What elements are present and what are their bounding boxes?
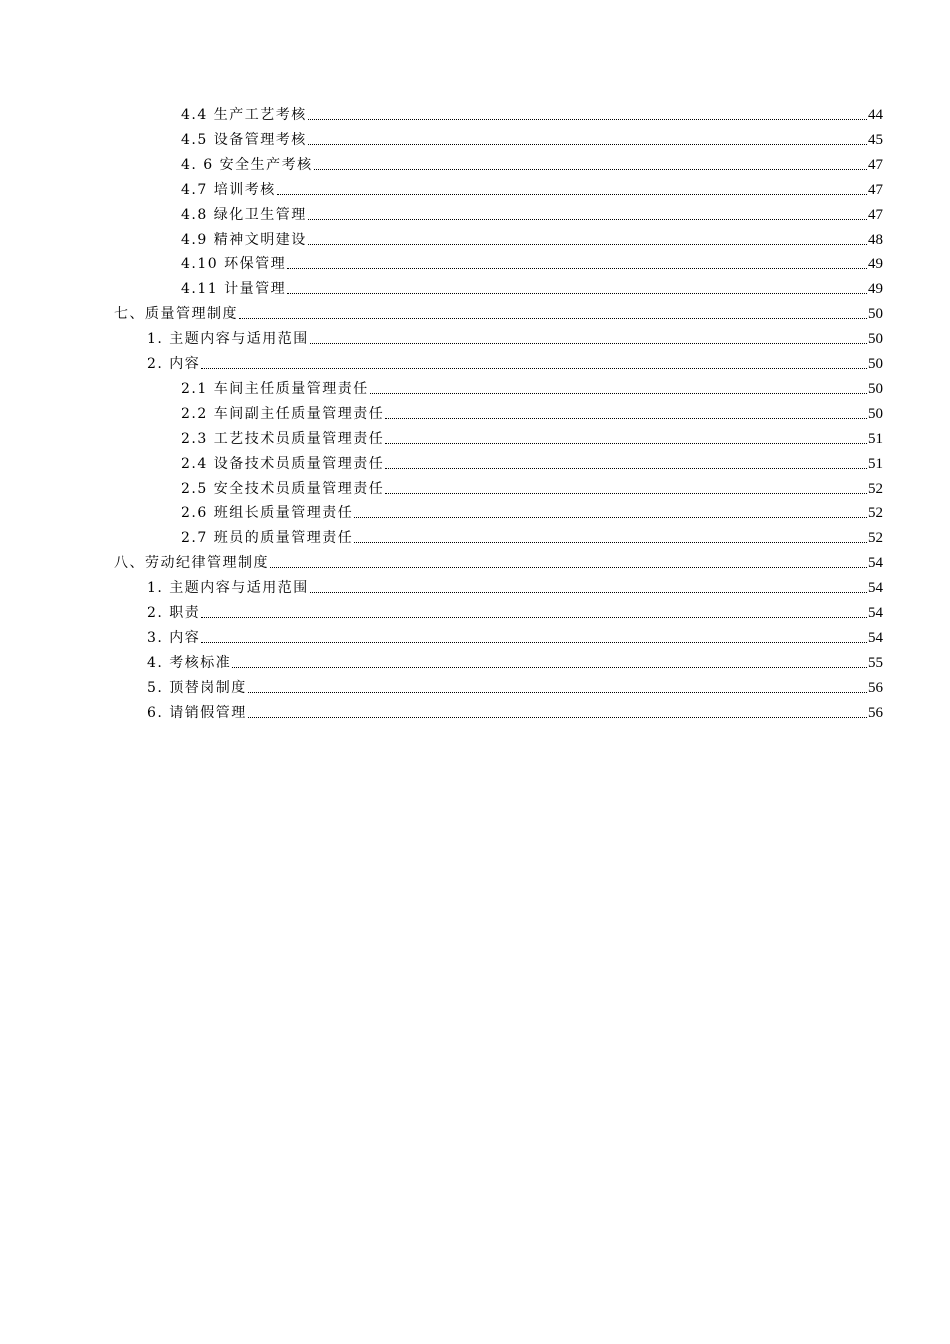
toc-page-number: 47 bbox=[868, 206, 883, 223]
toc-page-number: 55 bbox=[868, 654, 883, 671]
toc-dot-leader bbox=[308, 144, 867, 145]
toc-dot-leader bbox=[310, 592, 867, 593]
toc-page-number: 48 bbox=[868, 231, 883, 248]
toc-entry[interactable] bbox=[181, 497, 883, 522]
toc-page-number: 51 bbox=[868, 430, 883, 447]
toc-page-number: 50 bbox=[868, 356, 883, 372]
toc-entry-label: 八、劳动纪律管理制度 bbox=[114, 555, 269, 572]
toc-page-number: 52 bbox=[868, 505, 883, 522]
toc-dot-leader bbox=[385, 418, 867, 419]
toc-dot-leader bbox=[248, 717, 867, 718]
toc-entry-label: 2.3 工艺技术员质量管理责任 bbox=[181, 430, 385, 447]
toc-page-number: 54 bbox=[868, 555, 883, 572]
toc-entry-label: 2. 职责 bbox=[147, 605, 201, 621]
toc-entry-label: 4.9 精神文明建设 bbox=[181, 231, 307, 248]
toc-entry[interactable] bbox=[181, 124, 883, 149]
toc-entry[interactable] bbox=[147, 697, 883, 722]
toc-page-number: 54 bbox=[868, 605, 883, 621]
toc-dot-leader bbox=[314, 169, 867, 170]
toc-entry-label: 2.7 班员的质量管理责任 bbox=[181, 530, 354, 547]
toc-entry-label: 6. 请销假管理 bbox=[147, 704, 247, 721]
toc-dot-leader bbox=[354, 542, 867, 543]
toc-page-number: 44 bbox=[868, 107, 883, 123]
toc-entry-label: 5. 顶替岗制度 bbox=[147, 679, 247, 696]
toc-entry-label: 4.8 绿化卫生管理 bbox=[181, 206, 307, 223]
toc-entry-label: 2.1 车间主任质量管理责任 bbox=[181, 380, 369, 397]
toc-entry[interactable] bbox=[147, 348, 883, 373]
toc-dot-leader bbox=[308, 244, 867, 245]
toc-page-number: 49 bbox=[868, 281, 883, 298]
toc-dot-leader bbox=[201, 617, 867, 618]
toc-entry[interactable] bbox=[147, 323, 883, 348]
toc-entry-label: 七、质量管理制度 bbox=[114, 306, 238, 323]
toc-entry-label: 2.6 班组长质量管理责任 bbox=[181, 505, 354, 522]
toc-page-number: 54 bbox=[868, 629, 883, 646]
toc-entry-label: 2.5 安全技术员质量管理责任 bbox=[181, 480, 385, 497]
toc-dot-leader bbox=[287, 268, 867, 269]
toc-dot-leader bbox=[239, 318, 867, 319]
toc-dot-leader bbox=[354, 517, 867, 518]
toc-dot-leader bbox=[287, 293, 867, 294]
toc-entry[interactable] bbox=[181, 473, 883, 498]
toc-entry[interactable] bbox=[181, 199, 883, 224]
toc-dot-leader bbox=[385, 493, 867, 494]
toc-entry[interactable] bbox=[181, 149, 883, 174]
toc-dot-leader bbox=[277, 194, 867, 195]
toc-entry[interactable] bbox=[181, 248, 883, 273]
toc-entry[interactable] bbox=[181, 522, 883, 547]
toc-entry-label: 4.7 培训考核 bbox=[181, 181, 276, 198]
toc-dot-leader bbox=[232, 667, 867, 668]
toc-entry[interactable] bbox=[181, 448, 883, 473]
toc-dot-leader bbox=[385, 443, 867, 444]
toc-page-number: 51 bbox=[868, 455, 883, 472]
toc-dot-leader bbox=[370, 393, 867, 394]
toc-page-number: 50 bbox=[868, 306, 883, 323]
toc-entry[interactable] bbox=[147, 597, 883, 622]
toc-entry-label: 2.2 车间副主任质量管理责任 bbox=[181, 405, 385, 422]
toc-page-number: 54 bbox=[868, 580, 883, 597]
toc-dot-leader bbox=[385, 468, 867, 469]
toc-page-number: 47 bbox=[868, 156, 883, 173]
toc-entry[interactable] bbox=[181, 398, 883, 423]
toc-page-number: 47 bbox=[868, 181, 883, 198]
toc-dot-leader bbox=[308, 119, 867, 120]
toc-entry[interactable] bbox=[114, 298, 883, 323]
toc-entry[interactable] bbox=[181, 174, 883, 199]
toc-entry-label: 4. 考核标准 bbox=[147, 654, 232, 671]
toc-dot-leader bbox=[201, 368, 867, 369]
toc-dot-leader bbox=[308, 219, 867, 220]
toc-entry[interactable] bbox=[181, 224, 883, 249]
toc-entry[interactable] bbox=[181, 423, 883, 448]
toc-page-number: 45 bbox=[868, 131, 883, 148]
toc-page-number: 49 bbox=[868, 256, 883, 273]
toc-dot-leader bbox=[248, 692, 867, 693]
toc-entry[interactable] bbox=[181, 273, 883, 298]
toc-entry[interactable] bbox=[147, 672, 883, 697]
toc-dot-leader bbox=[310, 343, 867, 344]
toc-entry[interactable] bbox=[114, 547, 883, 572]
toc-page-number: 50 bbox=[868, 331, 883, 348]
toc-entry[interactable] bbox=[147, 622, 883, 647]
toc-dot-leader bbox=[201, 642, 867, 643]
toc-entry-label: 4.10 环保管理 bbox=[181, 256, 287, 273]
toc-entry-label: 4.4 生产工艺考核 bbox=[181, 107, 307, 123]
toc-entry-label: 4.5 设备管理考核 bbox=[181, 131, 307, 148]
toc-entry-label: 1. 主题内容与适用范围 bbox=[147, 580, 309, 597]
toc-page-number: 50 bbox=[868, 405, 883, 422]
toc-entry[interactable] bbox=[147, 572, 883, 597]
toc-entry-label: 3. 内容 bbox=[147, 629, 201, 646]
toc-entry-label: 4.11 计量管理 bbox=[181, 281, 287, 298]
toc-entry-label: 2. 内容 bbox=[147, 356, 201, 372]
toc-entry-label: 1. 主题内容与适用范围 bbox=[147, 331, 309, 348]
toc-page-number: 56 bbox=[868, 679, 883, 696]
toc-entry-label: 2.4 设备技术员质量管理责任 bbox=[181, 455, 385, 472]
toc-entry[interactable] bbox=[147, 647, 883, 672]
toc-entry[interactable] bbox=[181, 373, 883, 398]
toc-page-number: 56 bbox=[868, 704, 883, 721]
toc-dot-leader bbox=[270, 567, 867, 568]
toc-page-number: 52 bbox=[868, 530, 883, 547]
toc-page-number: 50 bbox=[868, 380, 883, 397]
toc-entry[interactable] bbox=[181, 99, 883, 124]
toc-page-number: 52 bbox=[868, 480, 883, 497]
toc-entry-label: 4. 6 安全生产考核 bbox=[181, 156, 313, 173]
